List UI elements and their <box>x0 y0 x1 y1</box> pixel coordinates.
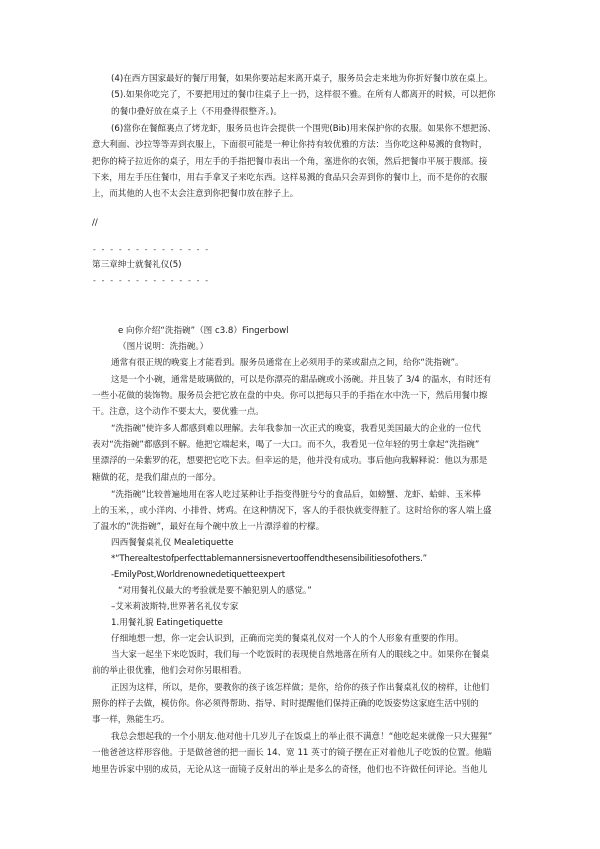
text-line-1: (4)在西方国家最好的餐厅用餐，如果你要站起来离开桌子，服务员会走来地为你折好餐巾放在桌上。 <box>111 74 493 84</box>
text-line-21: “洗指碗”比较普遍地用在客人吃过某种让手指变得脏兮兮的食品后，如螃蟹、龙虾、蛤蚌、玉米棒 <box>111 490 481 500</box>
text-line-32: 前的举止很优雅，他们会对你另眼相看。 <box>92 666 247 676</box>
text-line-2: (5).如果你吃完了，不要把用过的餐巾往桌子上一扔，这样很不雅。在所有人都离开的时候，可以把你 <box>111 90 496 100</box>
text-line-25: *“Therealtestofperfecttablemannersisnevertooffendthesensibilitiesofothers.” <box>111 554 427 564</box>
text-line-31: 当大家一起坐下来吃饭时，我们每一个吃饭时的表现使自然地落在所有人的眼线之中。如果你在餐桌 <box>111 650 490 660</box>
text-line-26: -EmilyPost,Worldrenownedetiquetteexpert <box>111 570 285 580</box>
text-line-35: 事一样，熟能生巧。 <box>92 715 170 725</box>
text-line-16: 干。注意，这个动作不要太大，要优雅一点。 <box>92 407 264 417</box>
text-line-13: 通常有很正规的晚宴上才能看到。服务员通常在上必须用手的菜或甜点之间，给你“洗指碗”。 <box>111 358 464 368</box>
text-line-17: “洗指碗”使许多人都感到难以理解。去年我参加一次正式的晚宴，我看见美国最大的企业的一位代 <box>111 424 481 434</box>
text-line-28: –艾米莉波斯特,世界著名礼仪专家 <box>111 602 239 612</box>
text-line-38: 地里告诉家中别的成员，无论从这一面镜子反射出的举止是多么的奇怪，他们也不许做任何评论。当他儿 <box>92 765 488 775</box>
text-line-6: 把你的椅子拉近你的桌子，用左手的手指把餐巾表出一个角，塞进你的衣领，然后把餐巾平展于腹部。接 <box>92 157 488 167</box>
text-line-15: 一些小花做的装饰物。服务员会把它放在盘的中央。你可以把每只手的手指在水中洗一下，然后用餐巾擦 <box>92 391 488 401</box>
text-line-4: (6)當你在餐館裏点了烤龙虾，服务员也许会提供一个围兜(Bib)用来保护你的衣服。如果你不想把汤、 <box>111 124 496 134</box>
text-line-36: 我总会想起我的一个小朋友.他对他十几岁儿子在饭桌上的举止很不满意！“他吃起来就像一只大猩猩” <box>111 732 493 742</box>
text-line-10: 第三章绅士就餐礼仪(5) <box>92 260 182 270</box>
text-line-19: 里漂浮的一朵紫罗的花，想要把它吃下去。但幸运的是，他并没有成功。事后他向我解释说：他以为那是 <box>92 456 488 466</box>
text-line-7: 下来，用左手压住餐巾，用右手拿叉子来吃东西。这样易溅的食品只会弄到你的餐巾上，而不是你的衣服 <box>92 173 488 183</box>
text-line-33: 正因为这样，所以，是你，要教你的孩子该怎样做；是你，给你的孩子作出餐桌礼仪的榜样，让他们 <box>111 683 490 693</box>
separator-line-2: - - - - - - - - - - - - - - <box>92 276 209 285</box>
text-line-24: 四西餐餐桌礼仪 Mealetiquette <box>111 538 234 548</box>
text-line-5: 意大利面、沙拉等等弄到衣服上，下面很可能是一种让你持有较优雅的方法：当你吃这种易溅的食物时， <box>92 140 488 150</box>
text-line-12: （图片说明：洗指碗。） <box>118 342 209 352</box>
text-line-27: “对用餐礼仪最大的考验就是要不触犯别人的感觉。” <box>118 586 312 596</box>
text-line-37: 一他爸爸这样形容他。于是做爸爸的把一面长 14、宽 11 英寸的镜子摆在正对着他儿子吃饭的位置。他瞄 <box>92 748 492 758</box>
text-line-9: // <box>92 218 98 228</box>
text-line-30: 仔细地想一想，你一定会认识到，正确而完美的餐桌礼仪对一个人的个人形象有重要的作用。 <box>111 634 464 644</box>
text-line-22: 上的玉米，，或小洋肉、小排骨、烤鸡。在这种情况下，客人的手很快就变得脏了。这时给你的客人端上盛 <box>92 506 492 516</box>
separator-line-1: - - - - - - - - - - - - - - <box>92 245 209 254</box>
text-line-20: 糖做的花，是我们甜点的一部分。 <box>92 473 221 483</box>
text-line-3: 的餐巾叠好放在桌子上（不用叠得很整齐。)。 <box>111 107 282 117</box>
text-line-34: 照你的样子去做，模仿你。你必须得帮助、指导、时时提醒他们保持正确的吃饭姿势这家庭生活中别的 <box>92 699 479 709</box>
text-line-11: e 向你介绍“洗指碗”（图 c3.8）Fingerbowl <box>118 326 289 336</box>
text-line-14: 这是一个小碗，通常是玻璃做的，可以是你漂亮的甜品碗或小汤碗。并且装了 3/4 的温水，有时还有 <box>111 375 492 385</box>
text-line-23: 了温水的“洗指碗”，最好在每个碗中放上一片漂浮着的柠檬。 <box>92 522 325 532</box>
text-line-29: 1.用餐礼貌 Eatingetiquette <box>111 618 223 628</box>
text-line-8: 上，而其他的人也不太会注意到你把餐巾放在脖子上。 <box>92 189 299 199</box>
text-line-18: 表对“洗指碗”都感到不解。他把它端起来，喝了一大口。而不久，我看见一位年轻的男士拿起“洗指碗” <box>92 440 480 450</box>
